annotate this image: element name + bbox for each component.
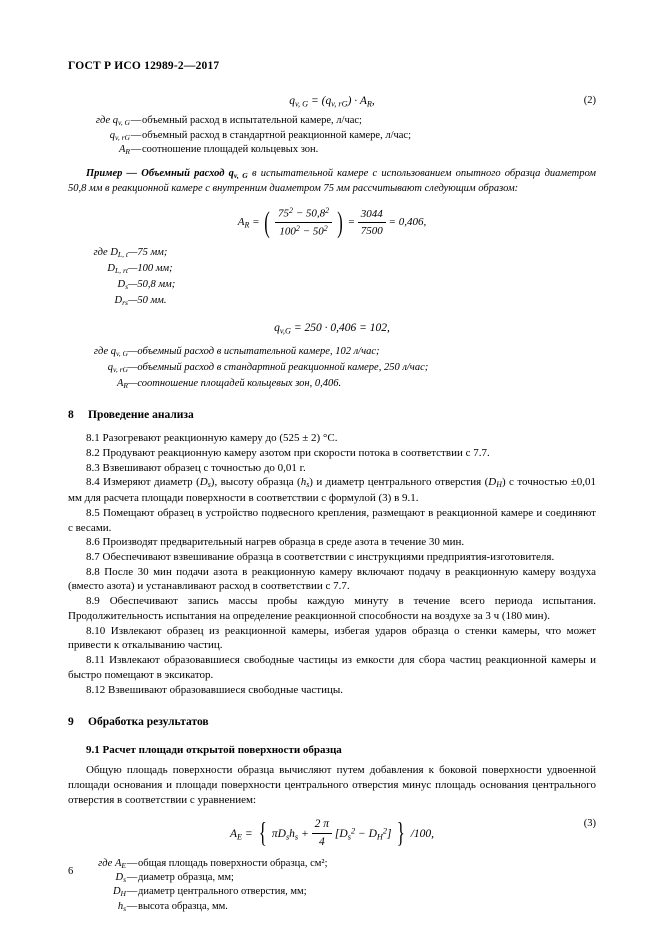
clause-8-7: 8.7 Обеспечивают взвешивание образца в соответствии с инструкциями предприятия-изготовителя. <box>86 551 555 564</box>
definition-row: где $q_{v, G}—объемный$ расход в испытательной камере, 102 л/час; <box>93 345 380 358</box>
definition-row: $q_{v, rG}—объемный$ расход в стандартной реакционной камере, л/час; <box>109 129 412 142</box>
definition-row: $D_s—50,8$ мм; <box>117 279 176 292</box>
page-header: ГОСТ Р ИСО 12989-2—2017 <box>68 60 220 72</box>
definitions-eq2 <box>68 114 596 157</box>
formula-qvg: $q_{v,G} = 250 \cdot 0,406 = 102$, <box>274 322 390 336</box>
section-9-number: 9 <box>68 716 74 729</box>
definitions-ar <box>68 245 596 309</box>
example-paragraph: Пример — Объемный расход $q_{v, G}$ в испытательной камере с использованием опытного образца диаметром 50,8 мм в реакционной камере с внутренним диаметром 75 мм рассчитывают следующим образом: <box>68 168 597 194</box>
definitions-eq3 <box>68 857 596 915</box>
section-9-title: Обработка результатов <box>88 716 209 729</box>
clause-8-8: 8.8 После 30 мин подачи азота в реакционную камеру включают подачу в реакционную камеру воздуха (вместо азота) и устанавливают расход в соответствии с 7.7. <box>68 565 596 593</box>
definition-row: где $A_E—общая$ площадь поверхности образца, см²; <box>98 857 328 870</box>
definition-text: объемный расход в стандартной реакционной камере, л/час; <box>142 129 412 141</box>
equation-3-number: (3) <box>583 818 596 830</box>
clause-8-4: 8.4 Измеряют диаметр $(D_s)$, высоту образца $(h_s)$ и диаметр центрального отверстия $(D_H)$ с точностью ±0,01 мм для расчета площади поверхности в соответствии с формулой (3) в 9.1. <box>68 476 597 505</box>
page-number: 6 <box>68 866 74 877</box>
definition-row: где $q_{v, G}—объемный$ расход в испытательной камере, л/час; <box>95 115 362 128</box>
section-8-title: Проведение анализа <box>88 408 194 421</box>
section-8-heading <box>68 408 596 423</box>
definition-row: $D_s—диаметр$ образца, мм; <box>115 871 234 885</box>
definition-text: соотношение площадей кольцевых зон. <box>142 144 319 156</box>
definition-row: где $D_{L, t}—75$ мм; <box>93 247 168 260</box>
example-label: Пример — <box>86 168 138 180</box>
definition-row: $h_s—высота$ образца, мм. <box>117 900 228 913</box>
section-9-heading <box>68 715 596 730</box>
clause-8-1: 8.1 Разогревают реакционную камеру до (525 ± 2) °С. <box>86 432 338 445</box>
definition-row: $A_R—соотношение$ площадей кольцевых зон. <box>118 144 319 157</box>
section-8-number: 8 <box>68 408 74 421</box>
definition-row: $q_{v, rG}—объемный$ расход в стандартной реакционной камере, 250 л/час; <box>107 361 429 374</box>
definition-text: высота образца, мм. <box>138 900 228 912</box>
definition-text: диаметр образца, мм; <box>138 871 234 883</box>
equation-3 <box>68 817 596 850</box>
definition-row: $D_H—диаметр$ центрального отверстия, мм; <box>112 886 307 899</box>
formula-ar: $A_R$ = ( $\frac{75^2 - 50,8^2}{100^2 - 50^2}$ ) = $\frac{3044}{7500}$ = 0,406, <box>237 205 427 239</box>
document-body <box>68 88 596 914</box>
definition-row: $D_{L, rt}—100$ мм; <box>107 263 173 276</box>
clause-8-12: 8.12 Взвешивают образовавшиеся свободные частицы. <box>86 683 344 696</box>
equation-2-body: $q_{v, G} = (q_{v, rG}) \cdot A_R$, <box>289 95 375 109</box>
definition-text: объемный расход в испытательной камере, л/час; <box>142 115 362 127</box>
definition-row: $A_R—соотношение$ площадей кольцевых зон, 0,406. <box>116 377 342 390</box>
clause-8-9: 8.9 Обеспечивают запись массы пробы каждую минуту в течение всего периода испытания. Продолжительность испытания на определение реакционной способности на воздухе за 3 ч (180 мин). <box>68 595 596 622</box>
clause-8-10: 8.10 Извлекают образец из реакционной камеры, избегая ударов образца о стенки камеры, что может привести к откалыванию частиц. <box>68 624 596 652</box>
clause-8-2: 8.2 Продувают реакционную камеру азотом при скорости потока в соответствии с 7.7. <box>86 446 490 459</box>
clause-9-1-text: Общую площадь поверхности образца вычисляют путем добавления к боковой поверхности удвоенной площади основания и площади поверхности центрального отверстия минус площадь основания центрального отверстия в соответствии с уравнением: <box>68 764 596 806</box>
definition-text: общая площадь поверхности образца, см²; <box>138 857 328 869</box>
clause-9-1-title: Расчет площади открытой поверхности образца <box>102 743 342 756</box>
definition-text: диаметр центрального отверстия, мм; <box>138 886 307 898</box>
clause-9-1-heading <box>68 743 596 758</box>
definitions-qvg <box>68 344 596 392</box>
clause-9-1-number: 9.1 <box>86 743 100 756</box>
equation-2-number: (2) <box>583 95 596 106</box>
equation-3-body: $A_E$ = { $\pi D_sh_s$ + $\frac{2 \pi}{4}$ $[D_s^2 - D_H^2]$ } /100, <box>229 817 435 849</box>
equation-2 <box>68 94 596 110</box>
clause-8-11: 8.11 Извлекают образовавшиеся свободные частицы из емкости для сбора частиц реакционной камеры и быстро помещают в эксикатор. <box>68 654 596 681</box>
definition-row: $D_{rs}—50$ мм. <box>114 295 167 308</box>
clause-8-3: 8.3 Взвешивают образец с точностью до 0,01 г. <box>86 461 306 474</box>
clause-8-6: 8.6 Производят предварительный нагрев образца в среде азота в течение 30 мин. <box>86 536 465 549</box>
clause-8-5: 8.5 Помещают образец в устройство подвесного крепления, размещают в реакционной камере и соединяют с весами. <box>68 506 596 534</box>
